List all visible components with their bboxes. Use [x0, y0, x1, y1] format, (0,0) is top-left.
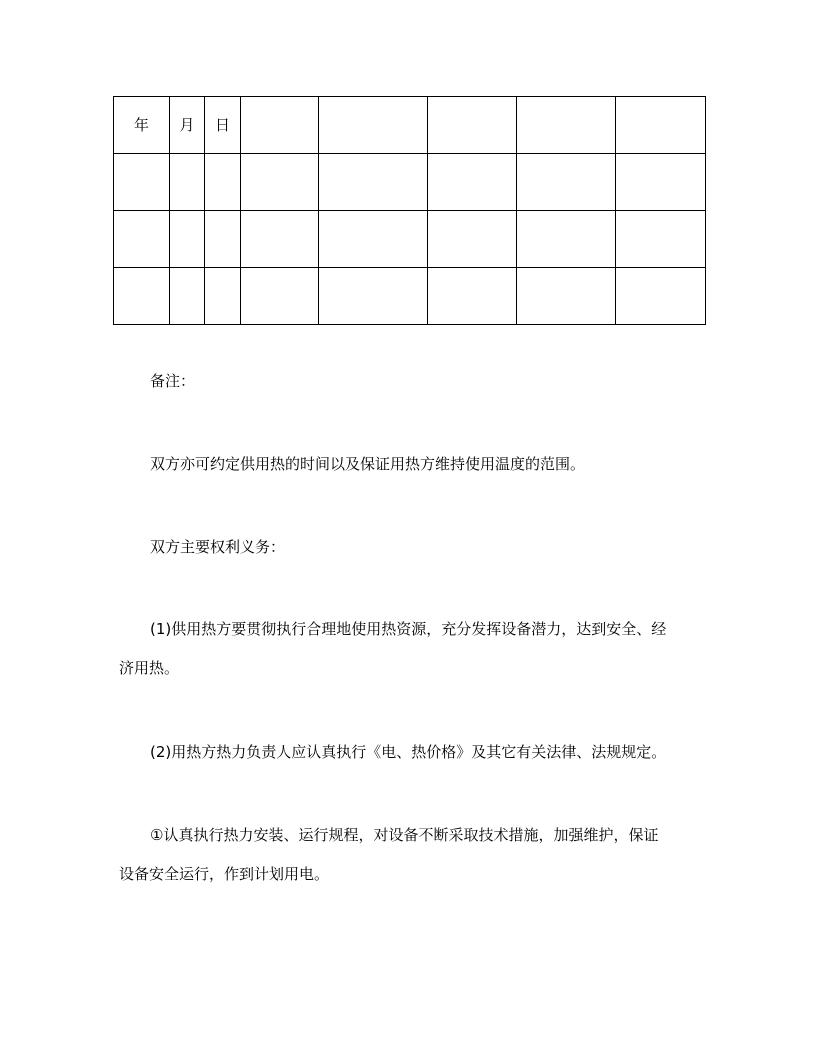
- schedule-table: [113, 96, 706, 325]
- table-cell: [170, 268, 205, 325]
- table-cell: [616, 268, 706, 325]
- table-cell: [319, 154, 428, 211]
- header-cell: [241, 97, 319, 154]
- table-cell: [616, 154, 706, 211]
- rights-heading: 双方主要权利义务：: [150, 538, 286, 556]
- table-cell: [170, 211, 205, 268]
- table-cell: [428, 154, 517, 211]
- table-cell: [319, 268, 428, 325]
- table-cell: [205, 154, 241, 211]
- table-cell: [517, 211, 616, 268]
- header-cell: [319, 97, 428, 154]
- remark-label: 备注：: [150, 372, 196, 390]
- header-cell: [428, 97, 517, 154]
- obligation-item-1-line-1: (1)供用热方要贯彻执行合理地使用热资源，充分发挥设备潜力，达到安全、经: [150, 620, 667, 638]
- obligation-item-1-line-2: 济用热。: [119, 659, 180, 677]
- table-cell: [241, 154, 319, 211]
- table-cell: [241, 268, 319, 325]
- table-header-row: [114, 97, 706, 154]
- agreement-note: 双方亦可约定供用热的时间以及保证用热方维持使用温度的范围。: [150, 455, 586, 473]
- header-cell: [616, 97, 706, 154]
- obligation-item-3-line-1: ①认真执行热力安装、运行规程，对设备不断采取技术措施，加强维护，保证: [150, 826, 659, 844]
- table-cell: [517, 154, 616, 211]
- table-cell: [205, 268, 241, 325]
- table-row: [114, 154, 706, 211]
- header-cell-year: 年: [114, 97, 170, 154]
- header-cell: [517, 97, 616, 154]
- obligation-item-3: [119, 816, 709, 894]
- obligation-item-2: (2)用热方热力负责人应认真执行《电、热价格》及其它有关法律、法规规定。: [150, 743, 667, 761]
- header-cell-month: 月: [170, 97, 205, 154]
- table-cell: [114, 154, 170, 211]
- table-cell: [616, 211, 706, 268]
- table-cell: [428, 268, 517, 325]
- table-cell: [205, 211, 241, 268]
- obligation-item-1: [119, 610, 709, 688]
- table-cell: [428, 211, 517, 268]
- table-cell: [517, 268, 616, 325]
- obligation-item-3-line-2: 设备安全运行，作到计划用电。: [119, 865, 330, 883]
- table-cell: [114, 211, 170, 268]
- table-row: [114, 268, 706, 325]
- table-cell: [241, 211, 319, 268]
- table-row: [114, 211, 706, 268]
- table-cell: [114, 268, 170, 325]
- header-cell-day: 日: [205, 97, 241, 154]
- table-cell: [319, 211, 428, 268]
- table-cell: [170, 154, 205, 211]
